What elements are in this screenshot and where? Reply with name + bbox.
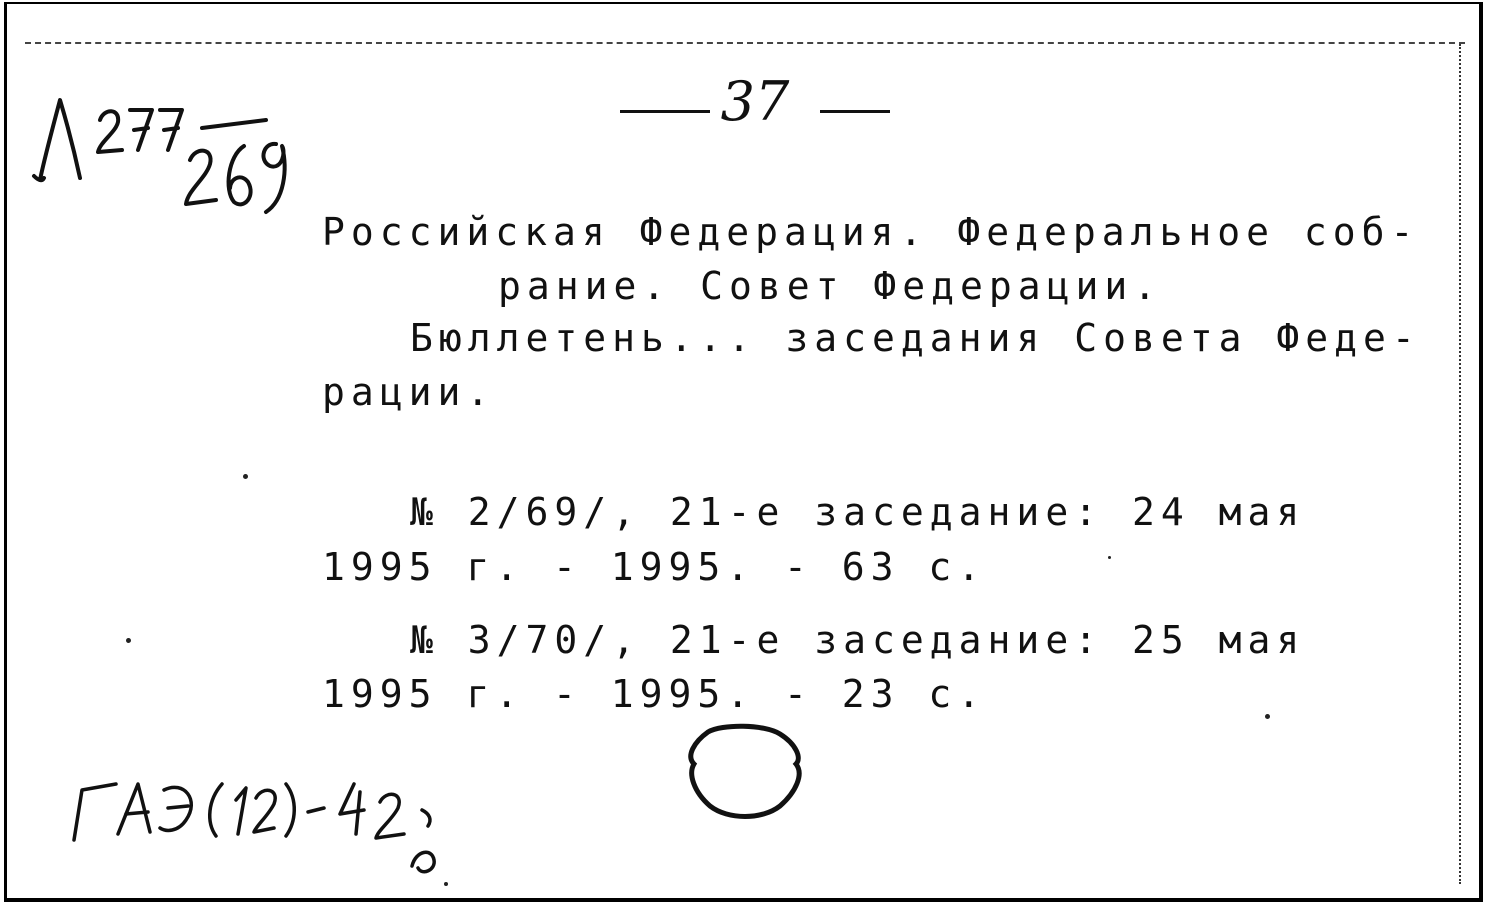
scan-speck — [126, 638, 131, 643]
stamp-outline — [682, 722, 806, 822]
page-number-right-dash — [820, 110, 890, 113]
scan-speck — [1265, 714, 1270, 719]
page-number — [620, 72, 890, 132]
heading-line-1: Российская Федерация. Федеральное соб- — [322, 210, 1420, 254]
issue-2-line-1: № 3/70/, 21-е заседание: 25 мая — [410, 618, 1306, 662]
page-number-text: 37 — [720, 70, 790, 133]
heading-line-4: рации. — [322, 370, 496, 414]
issue-1-line-2: 1995 г. - 1995. - 63 с. — [322, 545, 987, 589]
card-right-dotted-edge — [1459, 44, 1461, 884]
issue-1-line-1: № 2/69/, 21-е заседание: 24 мая — [410, 490, 1306, 534]
scan-speck — [1108, 556, 1111, 559]
handwritten-bottom-code — [60, 770, 520, 890]
heading-line-3: Бюллетень... заседания Совета Феде- — [410, 316, 1421, 360]
card-top-dashed-rule — [25, 42, 1465, 44]
scan-speck — [444, 882, 448, 886]
handwritten-shelf-mark — [30, 80, 300, 220]
page-number-left-dash — [620, 110, 710, 113]
issue-2-line-2: 1995 г. - 1995. - 23 с. — [322, 672, 987, 716]
scan-speck — [243, 474, 248, 479]
heading-line-2: рание. Совет Федерации. — [498, 264, 1163, 308]
